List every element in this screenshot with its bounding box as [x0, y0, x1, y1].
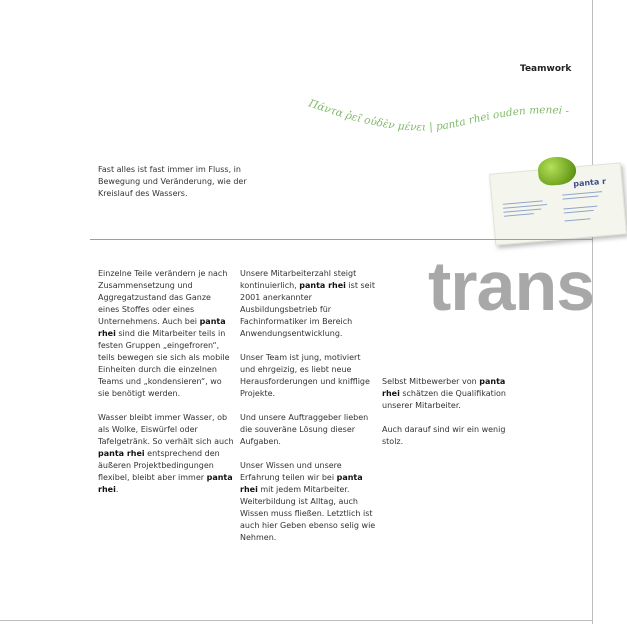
brand-name: panta rhei	[240, 473, 363, 494]
text-run: mit jedem Mitarbeiter. Weiterbildung ist Alltag, auch Wissen muss fließen. Letztlich ist auch hier Geben ebenso selig wie Nehmen.	[240, 485, 376, 542]
motto-text: Πάντα ῥεῖ οὐδὲν μένει | panta rhei ouden menei -	[307, 97, 570, 134]
business-card-image	[489, 162, 627, 245]
page-border-bottom	[0, 620, 593, 621]
card-line	[564, 218, 590, 221]
text-run: Und unsere Auftraggeber lieben die souveräne Lösung dieser Aufgaben.	[240, 413, 369, 446]
horizontal-divider	[90, 239, 593, 240]
section-label: Teamwork	[520, 64, 572, 74]
green-logo-blob	[537, 155, 577, 186]
text-run: Unser Wissen und unsere Erfahrung teilen wir bei	[240, 461, 342, 482]
paragraph	[240, 352, 376, 400]
svg-text:Πάντα ῥεῖ οὐδὲν μένει | panta	[306, 97, 570, 134]
card-title: panta r	[572, 176, 607, 189]
paragraph	[98, 412, 234, 496]
paragraph	[240, 460, 376, 544]
headline-word: trans	[428, 247, 595, 325]
paragraph	[382, 424, 518, 448]
card-line	[563, 195, 599, 199]
brand-name: panta rhei	[299, 281, 346, 290]
paragraph	[382, 376, 518, 412]
text-run: ist seit 2001 anerkannter Ausbildungsbetrieb für Fachinformatiker im Bereich Anwendungsentwicklung.	[240, 281, 375, 338]
paragraph	[98, 268, 234, 400]
text-column-3	[382, 376, 518, 460]
card-line	[503, 208, 541, 212]
card-line	[504, 213, 534, 217]
brand-name: panta rhei	[98, 473, 233, 494]
text-column-2	[240, 268, 376, 556]
paragraph	[240, 268, 376, 340]
paragraph	[240, 412, 376, 448]
intro-text: Fast alles ist fast immer im Fluss, in Bewegung und Veränderung, wie der Kreislauf des Wassers.	[98, 165, 247, 198]
motto-svg	[300, 88, 590, 158]
text-run: Selbst Mitbewerber von	[382, 377, 480, 386]
brand-name: panta rhei	[98, 317, 226, 338]
motto-curve	[300, 88, 590, 158]
text-run: Wasser bleibt immer Wasser, ob als Wolke, Eiswürfel oder Tafelgetränk. So verhält sich auch	[98, 413, 234, 446]
text-run: .	[115, 485, 119, 494]
text-run: Unser Team ist jung, motiviert und ehrgeizig, es liebt neue Herausforderungen und knifflige Projekte.	[240, 353, 370, 398]
text-run: sind die Mitarbeiter teils in festen Gruppen „eingefroren“, teils bewegen sie sich als mobile Einheiten durch die einzelnen Teams und „kondensieren“, wo sie benötigt werden.	[98, 329, 230, 398]
text-run: Auch darauf sind wir ein wenig stolz.	[382, 425, 506, 446]
text-run: entsprechend den äußeren Projektbedingungen flexibel, bleibt aber immer	[98, 449, 220, 482]
text-run: schätzen die Qualifikation unserer Mitarbeiter.	[382, 389, 507, 410]
brand-name: panta rhei	[382, 377, 506, 398]
text-run: Unsere Mitarbeiterzahl steigt kontinuierlich,	[240, 269, 357, 290]
text-run: Einzelne Teile verändern je nach Zusammensetzung und Aggregatzustand das Ganze eines Stoffes oder eines Unternehmens. Auch bei	[98, 269, 228, 326]
text-column-1	[98, 268, 234, 508]
card-line	[563, 206, 597, 210]
card-line	[564, 210, 594, 214]
brand-name: panta rhei	[98, 449, 145, 458]
